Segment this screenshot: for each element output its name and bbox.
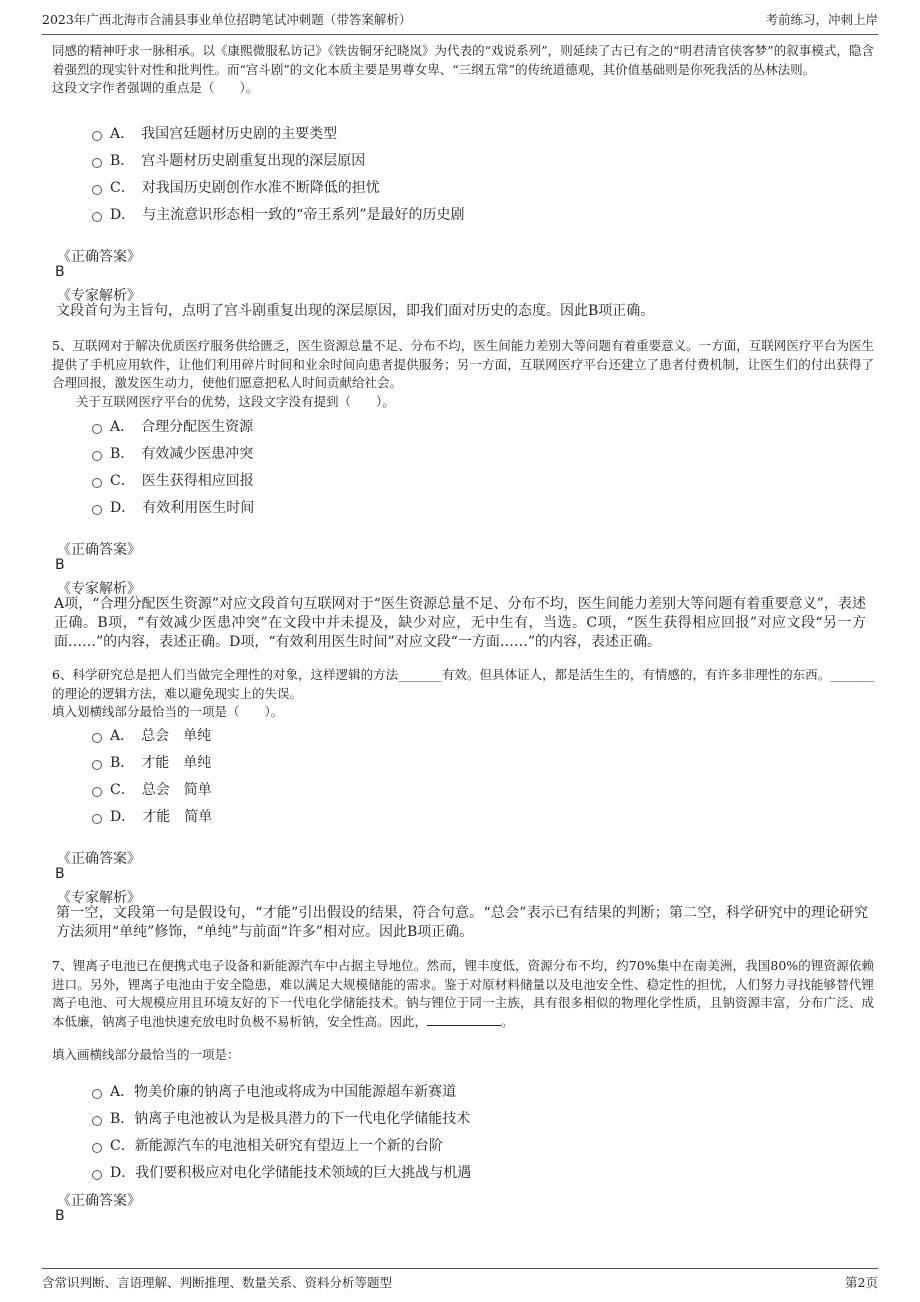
option-label: D． 有效利用医生时间 — [110, 500, 255, 516]
option-label: A． 合理分配医生资源 — [110, 419, 254, 435]
radio-icon[interactable] — [92, 424, 102, 434]
option-label: C． 对我国历史剧创作水准不断降低的担忧 — [110, 180, 380, 196]
option-label: D．我们要积极应对电化学储能技术领域的巨大挑战与机遇 — [110, 1165, 472, 1181]
q6-analysis: 第一空，文段第一句是假设句，“才能”引出假设的结果，符合句意。“总会”表示已有结果的判断；第二空，科学研究中的理论研究方法须用“单纯”修饰，“单纯”与前面“许多”相对应。因此B项正确。 — [56, 905, 868, 940]
radio-icon[interactable] — [92, 185, 102, 195]
q7-option-c[interactable] — [92, 1134, 443, 1156]
q7-passage-para — [52, 957, 874, 1031]
radio-icon[interactable] — [92, 212, 102, 222]
q4-passage-block — [52, 42, 874, 98]
option-label: B． 有效减少医患冲突 — [110, 446, 254, 462]
option-label: A．物美价廉的钠离子电池或将成为中国能源超车新赛道 — [110, 1084, 457, 1100]
q4-analysis-block — [56, 302, 868, 321]
q5-passage: 5、互联网对于解决优质医疗服务供给匮乏，医生资源总量不足、分布不均，医生间能力差别大等问题有着重要意义。一方面，互联网医疗平台为医生提供了手机应用软件，让他们利用碎片时间和业余时间向患者提供服务；另一方面，互联网医疗平台还建立了患者付费机制，让医生们的付出获得了合理回报，激发医生动力，使他们愿意把私人时间贡献给社会。 — [52, 338, 874, 390]
q6-option-b[interactable] — [92, 751, 211, 773]
page-footer — [42, 1268, 878, 1291]
option-label: A． 我国宫廷题材历史剧的主要类型 — [110, 126, 338, 142]
q4-answer-label: 《正确答案》 — [57, 249, 141, 265]
q6-answer: B — [55, 866, 65, 882]
radio-icon[interactable] — [92, 158, 102, 168]
option-label: B． 才能 单纯 — [110, 755, 212, 771]
option-label: D． 与主流意识形态相一致的“帝王系列”是最好的历史剧 — [110, 207, 465, 223]
q4-analysis-label: 《专家解析》 — [57, 288, 141, 304]
q6-answer-label: 《正确答案》 — [57, 851, 141, 867]
q7-question: 填入画横线部分最恰当的一项是： — [52, 1047, 240, 1062]
q5-analysis-label: 《专家解析》 — [57, 581, 141, 597]
q7-passage-end: 。 — [501, 1013, 514, 1029]
q7-answer-label: 《正确答案》 — [57, 1193, 141, 1209]
q4-answer: B — [55, 264, 65, 280]
radio-icon[interactable] — [92, 451, 102, 461]
answer-blank — [427, 1013, 501, 1026]
radio-icon[interactable] — [92, 1143, 102, 1153]
q7-question-block — [52, 1046, 874, 1065]
option-label: C．新能源汽车的电池相关研究有望迈上一个新的台阶 — [110, 1138, 443, 1154]
q4-passage: 同感的精神吁求一脉相承。以《康熙微服私访记》《铁齿铜牙纪晓岚》为代表的“戏说系列”，则延续了古已有之的“明君清官侠客梦”的叙事模式，隐含着强烈的现实针对性和批判性。而“宫斗剧”的文化本质主要是男尊女卑、“三纲五常”的传统道德观，其价值基础则是你死我活的丛林法则。 — [52, 43, 874, 77]
q4-option-c[interactable] — [92, 176, 380, 198]
q4-option-b[interactable] — [92, 149, 365, 171]
option-label: A． 总会 单纯 — [110, 728, 212, 744]
radio-icon[interactable] — [92, 733, 102, 743]
q5-answer: B — [55, 557, 65, 573]
q5-option-d[interactable] — [92, 496, 254, 518]
q5-analysis-block — [54, 595, 866, 652]
q5-passage-block — [52, 337, 874, 411]
q7-passage: 7、锂离子电池已在便携式电子设备和新能源汽车中占据主导地位。然而，锂丰度低，资源分布不均，约70%集中在南美洲，我国80%的锂资源依赖进口。另外，锂离子电池由于安全隐患，难以满足大规模储能的需求。鉴于对原材料储量以及电池安全性、稳定性的担忧，人们努力寻找能够替代锂离子电池、可大规模应用且环境友好的下一代电化学储能技术。钠与锂位于同一主族，具有很多相似的物理化学性质，且钠资源丰富，分布广泛、成本低廉，钠离子电池快速充放电时负极不易析钠，安全性高。因此， — [52, 958, 874, 1029]
q5-option-c[interactable] — [92, 469, 254, 491]
q6-option-a[interactable] — [92, 724, 211, 746]
q6-question: 填入划横线部分最恰当的一项是（ ）。 — [52, 704, 284, 719]
radio-icon[interactable] — [92, 814, 102, 824]
q5-answer-label: 《正确答案》 — [57, 542, 141, 558]
q6-option-d[interactable] — [92, 805, 212, 827]
document-title: 2023年广西北海市合浦县事业单位招聘笔试冲刺题（带答案解析） — [42, 12, 412, 27]
q4-question: 这段文字作者强调的重点是（ ）。 — [52, 80, 259, 95]
page-number: 第2页 — [845, 1275, 878, 1290]
q5-analysis: A项，“合理分配医生资源”对应文段首句互联网对于“医生资源总量不足、分布不均，医生间能力差别大等问题有着重要意义”，表述正确。B项，“有效减少医患冲突”在文段中并未提及，缺少对应，无中生有，当选。C项，“医生获得相应回报”对应文段“另一方面……”的内容，表述正确。D项，“有效利用医生时间”对应文段“一方面……”的内容，表述正确。 — [54, 596, 866, 650]
q4-analysis: 文段首句为主旨句，点明了宫斗剧重复出现的深层原因，即我们面对历史的态度。因此B项正确。 — [56, 303, 655, 319]
q6-passage-block — [52, 666, 874, 722]
radio-icon[interactable] — [92, 1116, 102, 1126]
option-label: B． 宫斗题材历史剧重复出现的深层原因 — [110, 153, 366, 169]
option-label: C． 总会 简单 — [110, 782, 212, 798]
q4-option-d[interactable] — [92, 203, 465, 225]
option-label: D． 才能 简单 — [110, 809, 213, 825]
q6-option-c[interactable] — [92, 778, 212, 800]
q6-analysis-label: 《专家解析》 — [57, 890, 141, 906]
q5-option-a[interactable] — [92, 415, 253, 437]
q7-option-a[interactable] — [92, 1080, 456, 1102]
q6-analysis-block — [56, 904, 868, 942]
q7-passage-block — [52, 957, 874, 1031]
q4-option-a[interactable] — [92, 122, 337, 144]
q5-option-b[interactable] — [92, 442, 253, 464]
header-slogan: 考前练习，冲刺上岸 — [765, 12, 878, 27]
radio-icon[interactable] — [92, 505, 102, 515]
radio-icon[interactable] — [92, 478, 102, 488]
radio-icon[interactable] — [92, 1170, 102, 1180]
q6-passage: 6、科学研究总是把人们当做完全理性的对象，这样逻辑的方法_______有效。但具体证人，都是活生生的，有情感的，有许多非理性的东西。_______的理论的逻辑方法，难以避免现实上的失误。 — [52, 667, 874, 701]
q7-option-d[interactable] — [92, 1161, 471, 1183]
radio-icon[interactable] — [92, 787, 102, 797]
page-header — [42, 10, 878, 35]
radio-icon[interactable] — [92, 131, 102, 141]
option-label: C． 医生获得相应回报 — [110, 473, 254, 489]
q5-question: 关于互联网医疗平台的优势，这段文字没有提到（ ）。 — [76, 393, 395, 409]
radio-icon[interactable] — [92, 1089, 102, 1099]
q7-option-b[interactable] — [92, 1107, 470, 1129]
q7-answer: B — [55, 1208, 65, 1224]
footer-note: 含常识判断、言语理解、判断推理、数量关系、资料分析等题型 — [42, 1275, 393, 1290]
radio-icon[interactable] — [92, 760, 102, 770]
option-label: B．钠离子电池被认为是极具潜力的下一代电化学储能技术 — [110, 1111, 471, 1127]
